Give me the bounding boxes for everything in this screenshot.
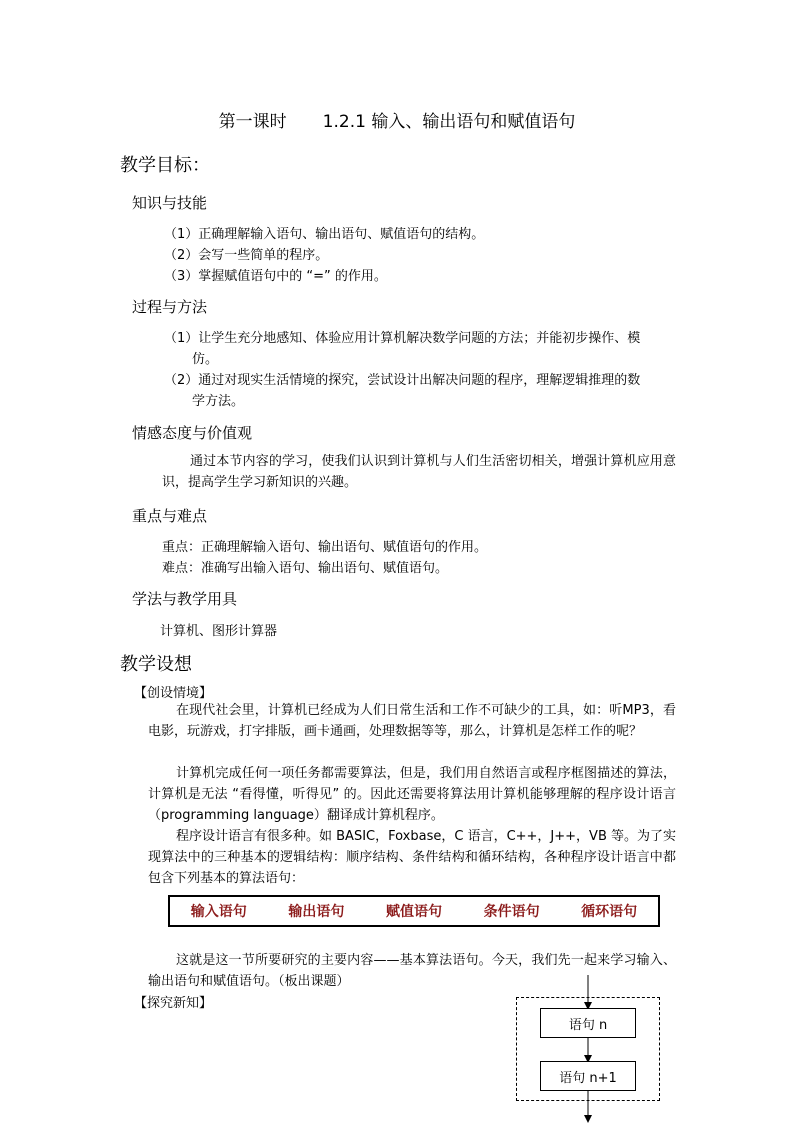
knowledge-item-3: （3）掌握赋值语句中的 “=” 的作用。: [164, 269, 387, 284]
key-point: 重点：正确理解输入语句、输出语句、赋值语句的作用。: [162, 540, 488, 555]
statement-input: 输入语句: [190, 904, 247, 920]
design-heading: 教学设想: [120, 654, 192, 675]
summary-paragraph: 这就是这一节所要研究的主要内容——基本算法语句。今天，我们先一起来学习输入、输出语句和赋值语句。（板出课题）: [148, 953, 676, 989]
attitude-text: 通过本节内容的学习，使我们认识到计算机与人们生活密切相关，增强计算机应用意识，提高学生学习新知识的兴趣。: [162, 454, 676, 490]
objectives-heading: 教学目标：: [120, 155, 210, 176]
attitude-heading: 情感态度与价值观: [132, 424, 253, 442]
flowchart-box-statement-n-plus-1: 语句 n+1: [540, 1061, 636, 1091]
scenario-paragraph-3: 程序设计语言有很多种。如 BASIC，Foxbase，C 语言，C++，J++，VB 等。为了实现算法中的三种基本的逻辑结构：顺序结构、条件结构和循环结构，各种程序设计语言中都包含下列基本的算法语句：: [148, 829, 676, 886]
tools-heading: 学法与教学用具: [132, 590, 238, 608]
key-points-heading: 重点与难点: [132, 507, 208, 525]
scenario-paragraph-1: 在现代社会里，计算机已经成为人们日常生活和工作不可缺少的工具，如：听MP3，看电影，玩游戏，打字排版，画卡通画，处理数据等等，那么，计算机是怎样工作的呢？: [148, 703, 676, 739]
statement-loop: 循环语句: [581, 904, 638, 920]
knowledge-item-1: （1）正确理解输入语句、输出语句、赋值语句的结构。: [164, 227, 485, 242]
section-title: 1.2.1 输入、输出语句和赋值语句: [322, 112, 576, 132]
tools-text: 计算机、图形计算器: [160, 624, 278, 639]
process-item-2-line-1: （2）通过对现实生活情境的探究，尝试设计出解决问题的程序，理解逻辑推理的数: [164, 373, 641, 388]
process-item-1-line-1: （1）让学生充分地感知、体验应用计算机解决数学问题的方法；并能初步操作、模: [164, 331, 641, 346]
statement-assignment: 赋值语句: [385, 904, 442, 920]
statement-output: 输出语句: [288, 904, 345, 920]
knowledge-heading: 知识与技能: [132, 194, 208, 212]
process-item-2-line-2: 学方法。: [192, 394, 245, 409]
scenario-label: 【创设情境】: [134, 686, 213, 701]
statement-conditional: 条件语句: [483, 904, 540, 920]
difficulty-point: 难点：准确写出输入语句、输出语句、赋值语句。: [162, 561, 449, 576]
process-item-1-line-2: 仿。: [192, 352, 219, 367]
explore-label: 【探究新知】: [134, 996, 213, 1011]
process-heading: 过程与方法: [132, 298, 208, 316]
scenario-paragraph-2: 计算机完成任何一项任务都需要算法，但是，我们用自然语言或程序框图描述的算法，计算机是无法 “看得懂，听得见” 的。因此还需要将算法用计算机能够理解的程序设计语言（programming language）翻译成计算机程序。: [148, 766, 676, 823]
flowchart-box-statement-n: 语句 n: [540, 1008, 636, 1038]
knowledge-item-2: （2）会写一些简单的程序。: [164, 248, 329, 263]
lesson-number: 第一课时: [218, 112, 287, 132]
